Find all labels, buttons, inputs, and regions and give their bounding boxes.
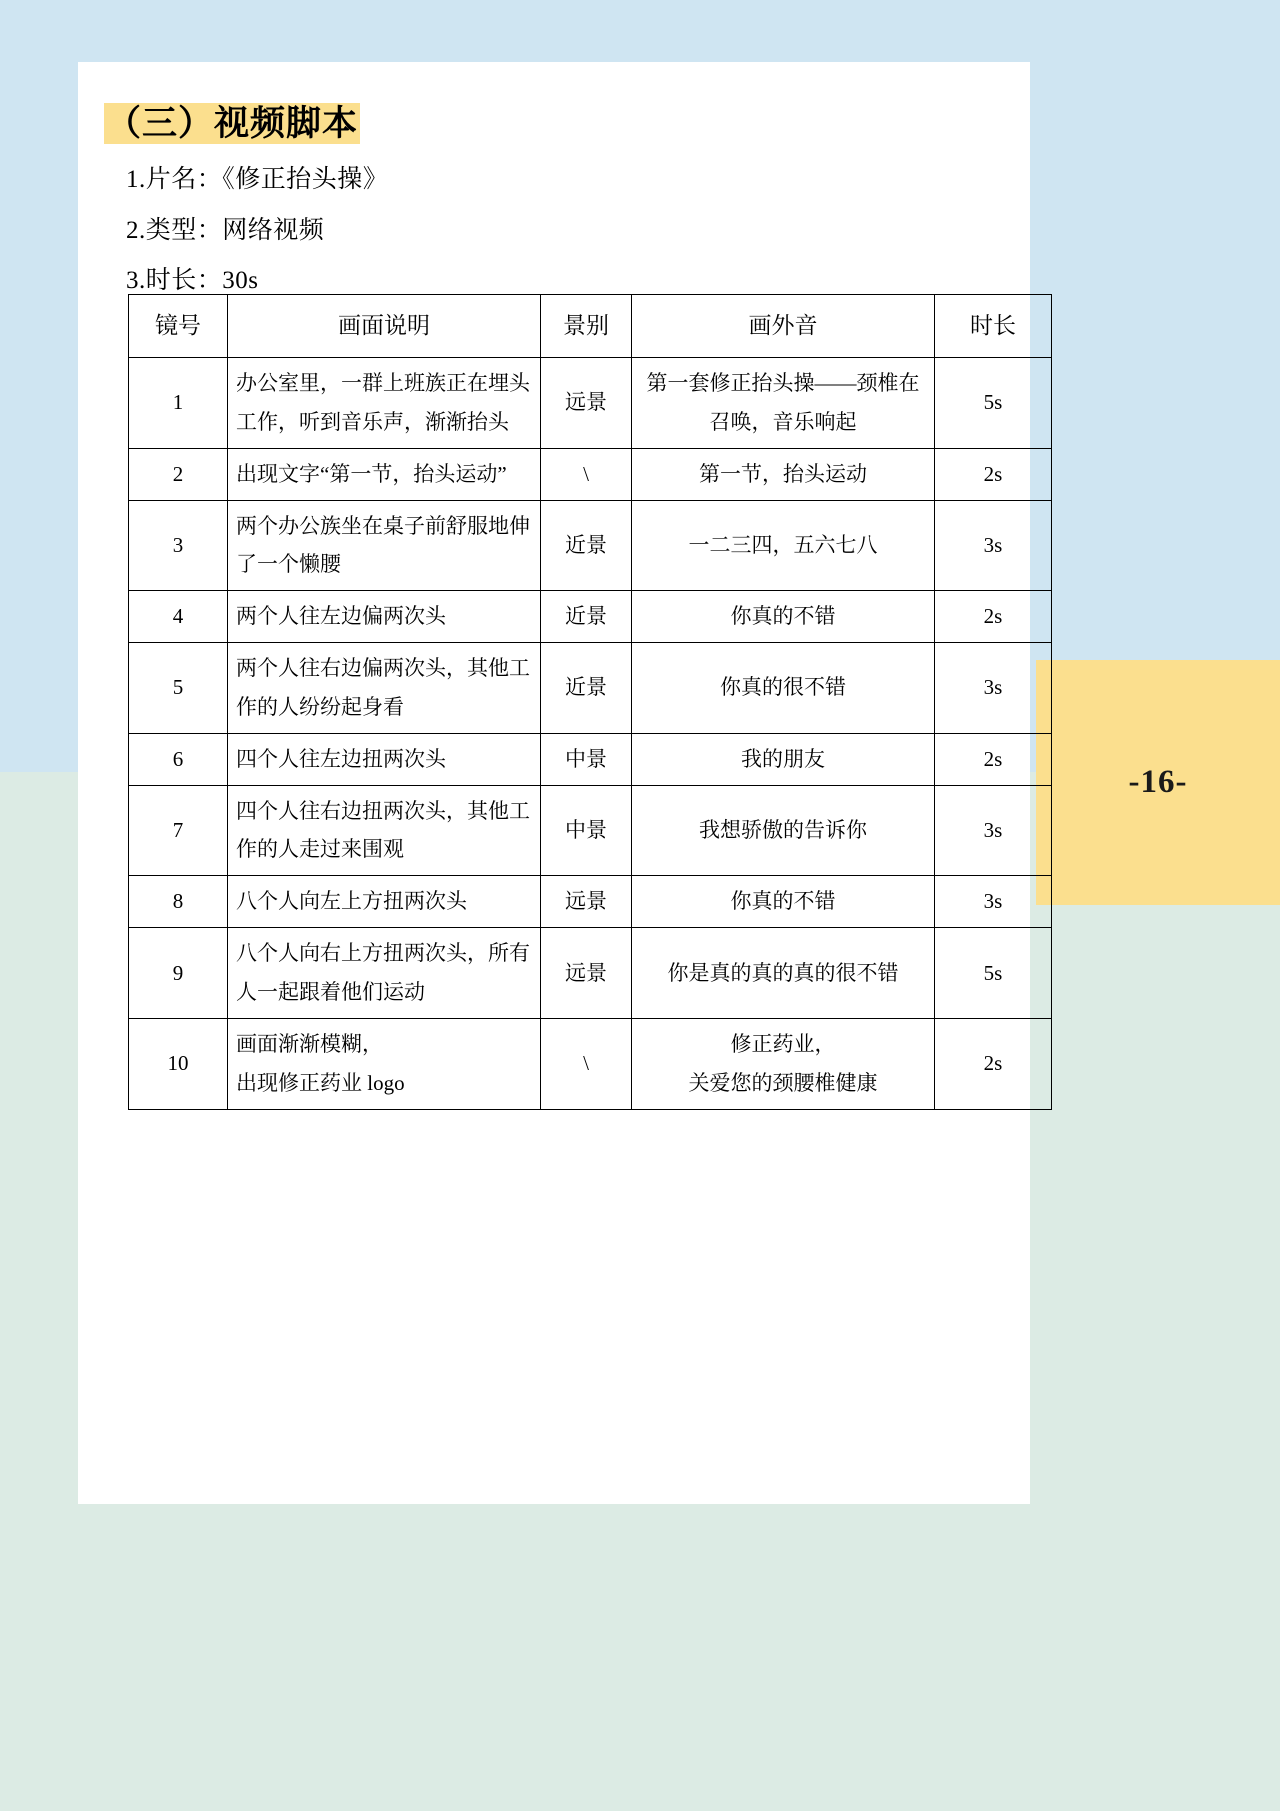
cell-description: 出现文字“第一节，抬头运动” xyxy=(228,448,541,500)
table-header-row xyxy=(129,295,1052,358)
cell-shot-no: 6 xyxy=(129,733,228,785)
header-duration: 时长 xyxy=(935,295,1052,358)
cell-description: 八个人向左上方扭两次头 xyxy=(228,876,541,928)
cell-shot-type: 近景 xyxy=(541,643,632,734)
cell-shot-type: 近景 xyxy=(541,591,632,643)
meta-type: 2.类型：网络视频 xyxy=(126,217,325,244)
cell-duration: 2s xyxy=(935,1018,1052,1109)
table-row xyxy=(129,733,1052,785)
cell-shot-no: 1 xyxy=(129,358,228,449)
cell-shot-no: 8 xyxy=(129,876,228,928)
cell-voiceover: 我想骄傲的告诉你 xyxy=(632,785,935,876)
table-row xyxy=(129,1018,1052,1109)
cell-duration: 3s xyxy=(935,876,1052,928)
cell-shot-type: \ xyxy=(541,448,632,500)
page-title-text: （三）视频脚本 xyxy=(106,104,359,143)
table-row xyxy=(129,448,1052,500)
table-row xyxy=(129,785,1052,876)
cell-duration: 2s xyxy=(935,733,1052,785)
cell-voiceover: 第一节，抬头运动 xyxy=(632,448,935,500)
cell-description: 四个人往右边扭两次头，其他工作的人走过来围观 xyxy=(228,785,541,876)
page-number-tab xyxy=(1036,660,1280,905)
cell-voiceover: 你是真的真的真的很不错 xyxy=(632,928,935,1019)
cell-description: 办公室里，一群上班族正在埋头工作，听到音乐声，渐渐抬头 xyxy=(228,358,541,449)
cell-duration: 3s xyxy=(935,785,1052,876)
cell-description: 两个人往右边偏两次头，其他工作的人纷纷起身看 xyxy=(228,643,541,734)
video-script-table xyxy=(128,294,1052,1110)
cell-shot-no: 5 xyxy=(129,643,228,734)
table-row xyxy=(129,928,1052,1019)
cell-description: 两个人往左边偏两次头 xyxy=(228,591,541,643)
header-voiceover: 画外音 xyxy=(632,295,935,358)
cell-shot-no: 2 xyxy=(129,448,228,500)
cell-shot-type: 近景 xyxy=(541,500,632,591)
cell-shot-type: 远景 xyxy=(541,358,632,449)
cell-description: 八个人向右上方扭两次头，所有人一起跟着他们运动 xyxy=(228,928,541,1019)
cell-duration: 5s xyxy=(935,358,1052,449)
cell-shot-type: 远景 xyxy=(541,928,632,1019)
cell-duration: 2s xyxy=(935,448,1052,500)
cell-shot-no: 10 xyxy=(129,1018,228,1109)
cell-shot-type: 远景 xyxy=(541,876,632,928)
cell-duration: 2s xyxy=(935,591,1052,643)
cell-description: 四个人往左边扭两次头 xyxy=(228,733,541,785)
cell-shot-type: 中景 xyxy=(541,785,632,876)
cell-voiceover: 你真的很不错 xyxy=(632,643,935,734)
page-number-label: -16- xyxy=(1128,764,1188,800)
cell-description: 画面渐渐模糊， 出现修正药业 logo xyxy=(228,1018,541,1109)
cell-duration: 3s xyxy=(935,500,1052,591)
cell-voiceover: 我的朋友 xyxy=(632,733,935,785)
header-description: 画面说明 xyxy=(228,295,541,358)
cell-voiceover: 一二三四，五六七八 xyxy=(632,500,935,591)
meta-duration: 3.时长：30s xyxy=(126,267,259,294)
table-row xyxy=(129,643,1052,734)
table-row xyxy=(129,876,1052,928)
table-body xyxy=(129,358,1052,1110)
cell-shot-no: 4 xyxy=(129,591,228,643)
cell-shot-type: \ xyxy=(541,1018,632,1109)
cell-description: 两个办公族坐在桌子前舒服地伸了一个懒腰 xyxy=(228,500,541,591)
cell-shot-type: 中景 xyxy=(541,733,632,785)
header-shot-no: 镜号 xyxy=(129,295,228,358)
table-row xyxy=(129,591,1052,643)
page-title xyxy=(104,96,360,146)
cell-duration: 3s xyxy=(935,643,1052,734)
cell-voiceover: 第一套修正抬头操——颈椎在召唤，音乐响起 xyxy=(632,358,935,449)
cell-voiceover: 你真的不错 xyxy=(632,876,935,928)
cell-voiceover: 修正药业， 关爱您的颈腰椎健康 xyxy=(632,1018,935,1109)
document-content xyxy=(78,62,1030,1504)
meta-film-name: 1.片名：《修正抬头操》 xyxy=(126,166,389,193)
cell-shot-no: 9 xyxy=(129,928,228,1019)
cell-shot-no: 7 xyxy=(129,785,228,876)
header-shot-type: 景别 xyxy=(541,295,632,358)
cell-shot-no: 3 xyxy=(129,500,228,591)
cell-voiceover: 你真的不错 xyxy=(632,591,935,643)
table-row xyxy=(129,358,1052,449)
cell-duration: 5s xyxy=(935,928,1052,1019)
table-row xyxy=(129,500,1052,591)
